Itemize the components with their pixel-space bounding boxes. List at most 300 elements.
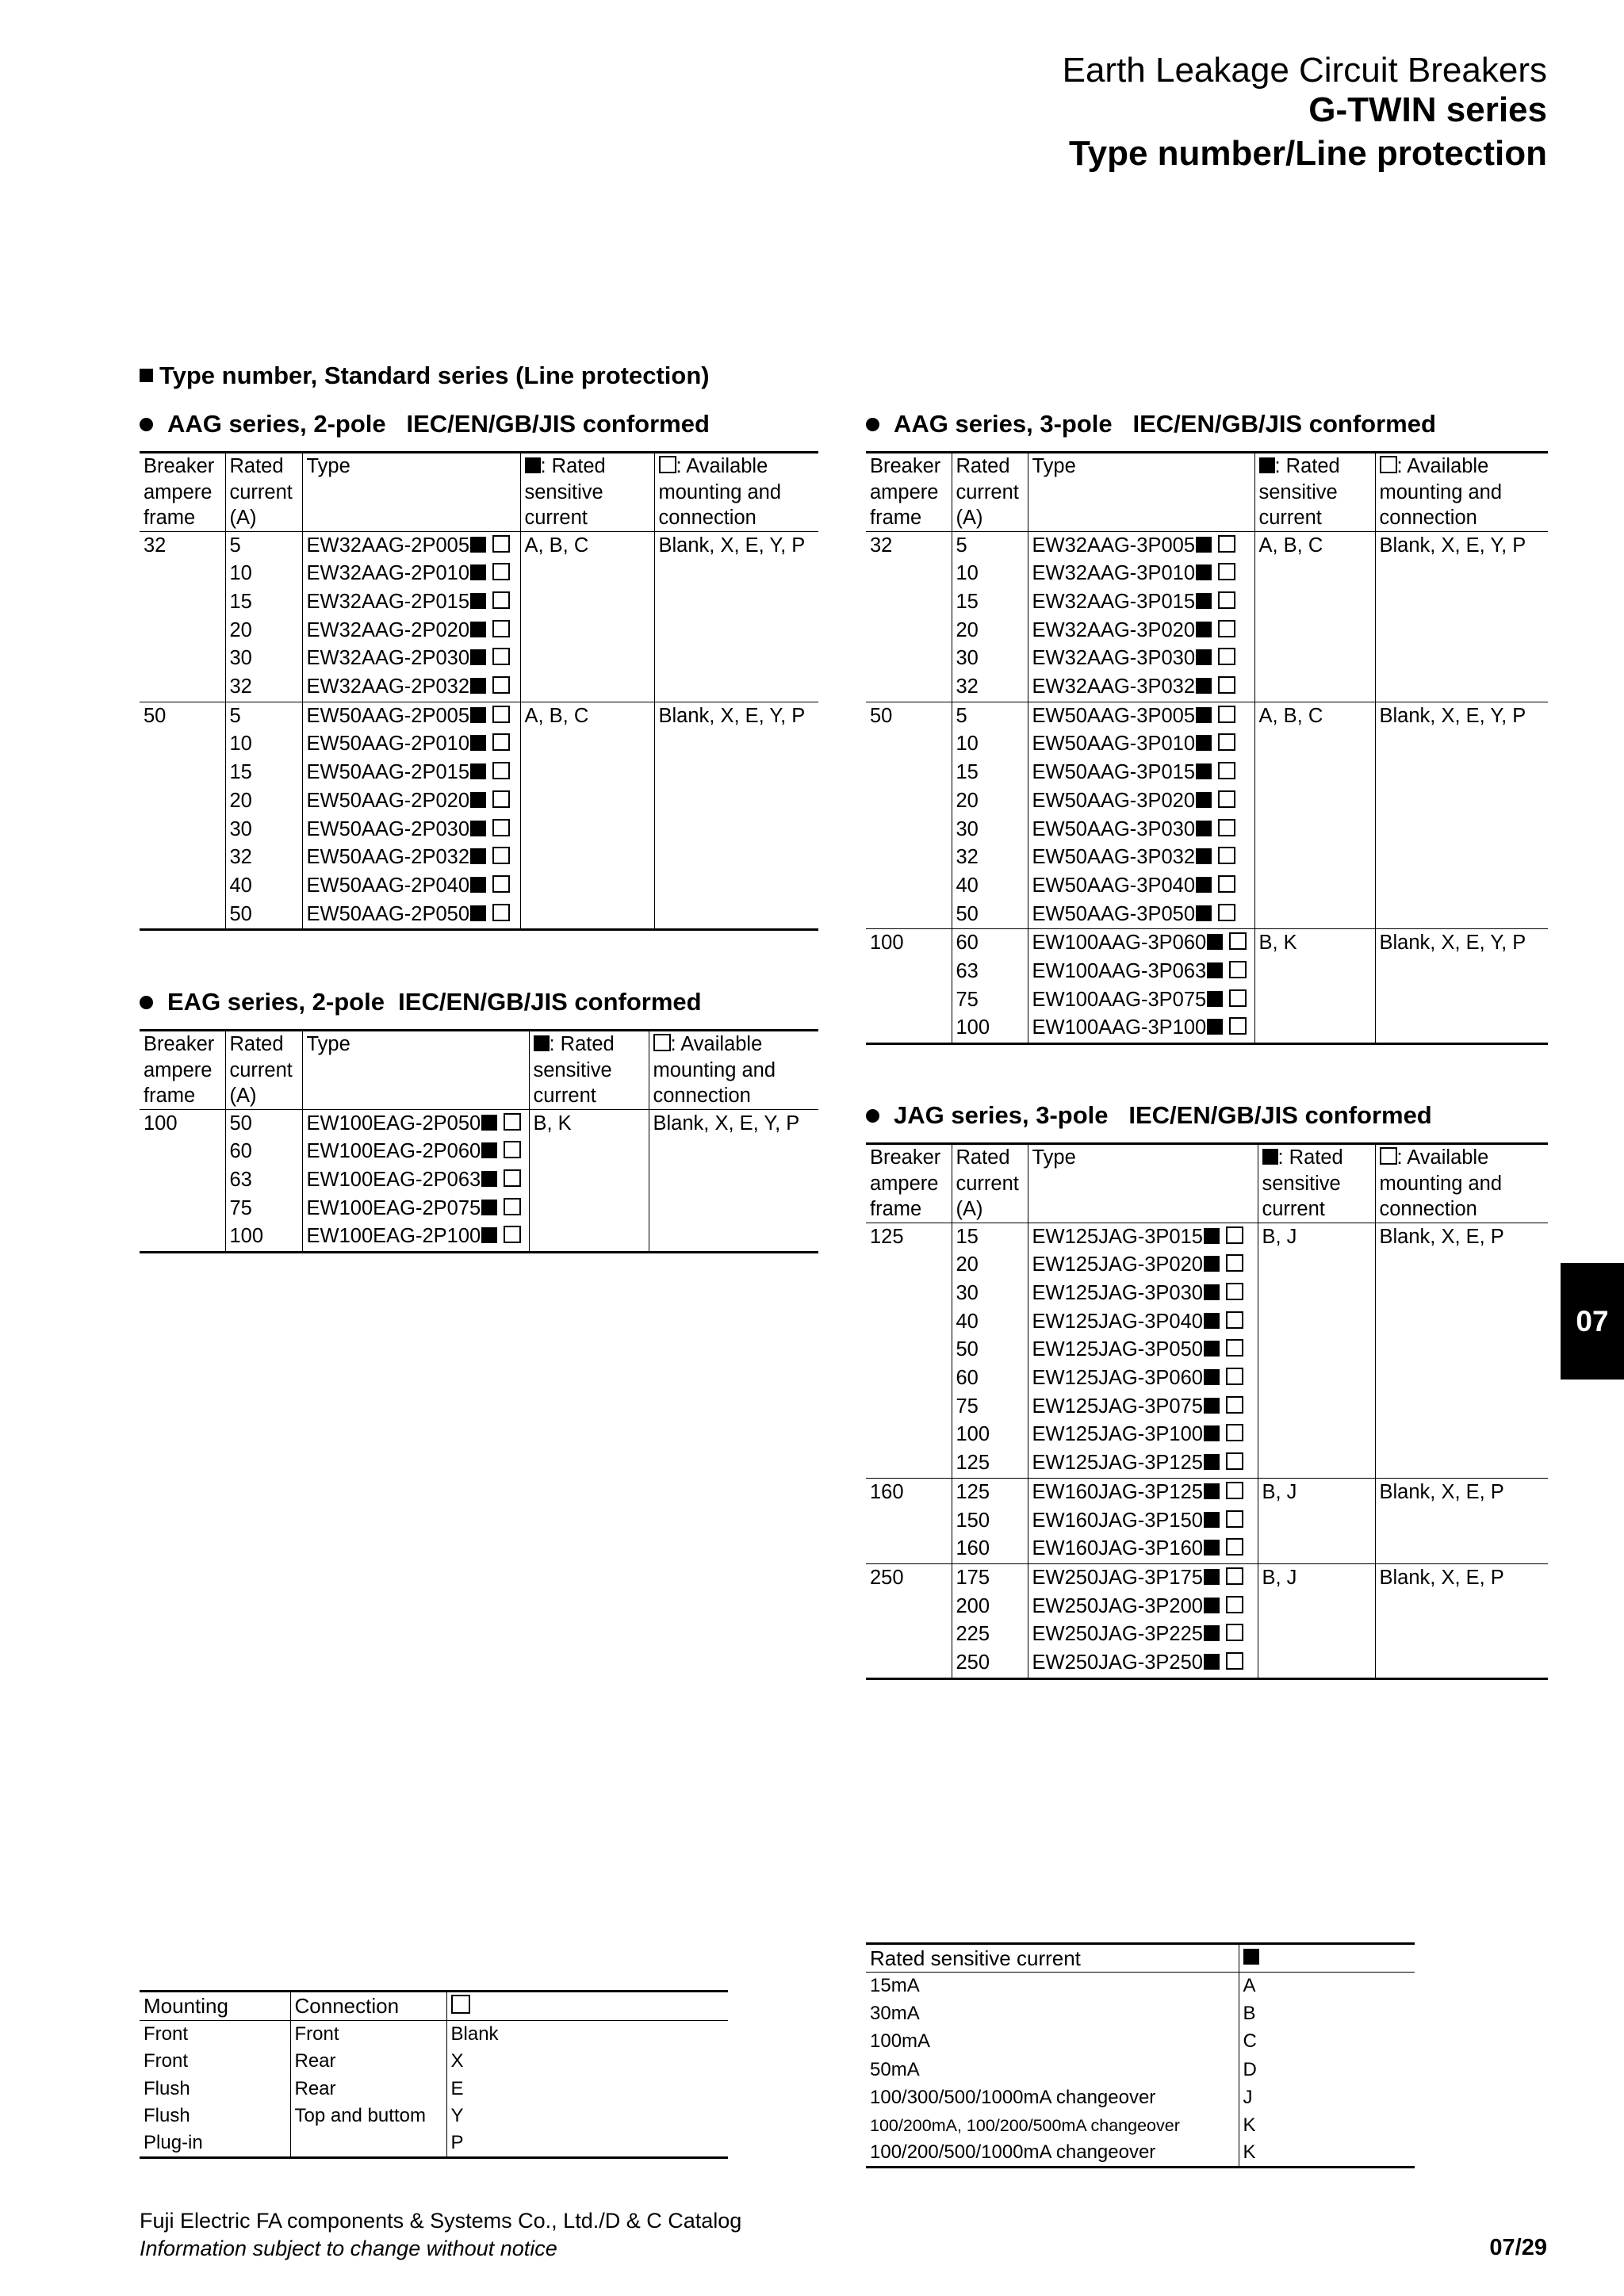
mounting-cell: Blank, X, E, Y, P: [1375, 929, 1548, 958]
table-row: [866, 2028, 1415, 2056]
mounting-header-text: : Available mounting and connection: [1379, 1146, 1503, 1220]
table-row: [866, 1280, 1548, 1308]
type-cell: [1028, 673, 1254, 702]
current-cell: 15: [952, 759, 1028, 787]
frame-header: Breaker ampere frame: [140, 453, 225, 532]
mounting-cell: [1375, 617, 1548, 645]
type-number: EW100EAG-2P075: [306, 1196, 481, 1219]
table-row: [866, 2000, 1415, 2028]
type-number: EW160JAG-3P150: [1032, 1509, 1203, 1532]
current-cell: 160: [952, 1535, 1028, 1563]
open-square-icon: [1218, 676, 1235, 694]
mounting-cell: Flush: [144, 2077, 190, 2099]
filled-square-icon: [1204, 1313, 1220, 1329]
mounting-cell: Blank, X, E, Y, P: [1375, 531, 1548, 560]
table-row: [866, 1563, 1548, 1592]
footer-company: Fuji Electric FA components & Systems Co., Ltd./D & C Catalog: [140, 2209, 742, 2233]
filled-square-icon: [1196, 678, 1212, 694]
sensitive-cell: [520, 787, 654, 816]
open-square-icon: [1226, 1396, 1243, 1414]
current-cell: 10: [952, 730, 1028, 759]
table-row: [140, 1166, 818, 1195]
type-number: EW160JAG-3P125: [1032, 1480, 1203, 1503]
open-square-icon: [1226, 1452, 1243, 1470]
header-series: G-TWIN series: [1308, 90, 1547, 129]
frame-cell: [866, 872, 952, 901]
sensitive-cell: [1254, 901, 1375, 929]
table-row: [140, 560, 818, 588]
current-cell: 250: [952, 1649, 1028, 1678]
mounting-cell: [654, 787, 818, 816]
mounting-cell: [654, 872, 818, 901]
table-row: [140, 901, 818, 930]
type-cell: [302, 1166, 529, 1195]
sensitive-code-cell: K: [1239, 2140, 1415, 2168]
type-suffix-marks: [1196, 702, 1235, 731]
current-cell: 32: [952, 844, 1028, 872]
type-number: EW50AAG-2P032: [306, 846, 470, 869]
type-suffix-marks: [1204, 1479, 1243, 1507]
sensitive-code-cell: B: [1239, 2000, 1415, 2028]
type-suffix-marks: [481, 1166, 521, 1195]
type-cell: [1028, 1280, 1258, 1308]
type-suffix-marks: [1196, 645, 1235, 673]
type-cell: [1028, 1535, 1258, 1563]
type-number: EW100EAG-2P100: [306, 1225, 481, 1248]
sensitive-cell: [1254, 986, 1375, 1015]
frame-cell: 100: [144, 1112, 178, 1135]
table-row: [866, 702, 1548, 730]
mounting-cell: Plug-in: [140, 2130, 290, 2158]
sensitive-cell: [520, 588, 654, 617]
type-suffix-marks: [470, 787, 510, 816]
table-row: [866, 986, 1548, 1015]
eag2-title-text: EAG series, 2-pole IEC/EN/GB/JIS conformed: [167, 988, 702, 1016]
sensitive-cell: [529, 1223, 649, 1252]
type-cell: [1028, 844, 1254, 872]
mounting-cell: [1375, 816, 1548, 844]
type-number: EW32AAG-2P015: [306, 590, 470, 613]
current-cell: 20: [952, 787, 1028, 816]
type-cell: [1028, 958, 1254, 986]
filled-square-icon: [1204, 1512, 1220, 1528]
frame-cell: 250: [866, 1563, 952, 1592]
open-square-icon: [1218, 648, 1235, 665]
type-cell: [1028, 816, 1254, 844]
table-row: [140, 1138, 818, 1166]
current-cell: 63: [952, 958, 1028, 986]
table-row: [140, 787, 818, 816]
type-cell: [302, 844, 520, 872]
filled-square-icon: [481, 1142, 497, 1158]
type-cell: [1028, 1421, 1258, 1449]
table-row: [866, 531, 1548, 560]
filled-square-icon: [1262, 1149, 1278, 1165]
type-number: EW50AAG-3P020: [1032, 789, 1196, 812]
open-square-icon: [492, 733, 510, 751]
type-cell: [302, 730, 520, 759]
mounting-cell: [654, 901, 818, 930]
open-square-icon: [492, 847, 510, 864]
open-square-icon: [1218, 875, 1235, 893]
table-row: [866, 958, 1548, 986]
code-cell: X: [446, 2048, 728, 2076]
filled-square-icon: [470, 593, 486, 609]
filled-square-icon: [1204, 1341, 1220, 1357]
sensitive-header: [529, 1031, 649, 1110]
frame-cell: [866, 816, 952, 844]
sensitive-code-cell: K: [1239, 2111, 1415, 2139]
mounting-cell: [1375, 901, 1548, 929]
filled-square-icon: [1196, 877, 1212, 893]
open-square-icon: [504, 1198, 521, 1215]
filled-square-icon: [481, 1200, 497, 1215]
current-cell: 60: [952, 1364, 1028, 1393]
frame-cell: [866, 901, 952, 929]
mounting-cell: Front: [144, 2023, 189, 2045]
sensitive-header-text: : Rated sensitive current: [1258, 455, 1340, 529]
open-square-icon: [1226, 1311, 1243, 1329]
open-square-icon: [1226, 1368, 1243, 1385]
table-row: [866, 2084, 1415, 2111]
current-cell: 32: [225, 673, 302, 702]
table-row: [140, 1195, 818, 1223]
filled-square-icon: [1196, 649, 1212, 665]
table-row: [866, 1336, 1548, 1364]
open-square-icon: [492, 620, 510, 637]
open-square-icon: [1226, 1339, 1243, 1357]
sensitive-cell: [1254, 1014, 1375, 1043]
mounting-cell: Blank, X, E, P: [1375, 1563, 1548, 1592]
sensitive-code-cell: J: [1239, 2084, 1415, 2111]
current-cell: 50: [952, 1336, 1028, 1364]
bullet-dot-icon: [140, 996, 153, 1009]
mounting-header-text: : Available mounting and connection: [653, 1033, 776, 1107]
mounting-cell: [1375, 1649, 1548, 1678]
open-square-icon: [492, 591, 510, 609]
mounting-header-text: : Available mounting and connection: [1379, 455, 1503, 529]
mounting-cell: Blank, X, E, Y, P: [654, 531, 818, 560]
current-cell: 75: [952, 1393, 1028, 1422]
frame-cell: [866, 958, 952, 986]
sensitive-cell: [520, 872, 654, 901]
table-row: [140, 1223, 818, 1252]
table-row: [866, 1014, 1548, 1043]
open-square-icon: [1229, 1017, 1247, 1035]
table-row: [866, 1973, 1415, 2000]
frame-cell: [140, 1138, 225, 1166]
type-suffix-marks: [1204, 1393, 1243, 1422]
sensitive-cell: [529, 1195, 649, 1223]
code-cell: Blank: [446, 2021, 728, 2049]
type-number: EW32AAG-3P010: [1032, 562, 1196, 585]
filled-square-icon: [470, 792, 486, 808]
mounting-header: [1375, 453, 1548, 532]
sensitive-cell: [1258, 1393, 1375, 1422]
current-header: Rated current (A): [952, 453, 1028, 532]
jag3-type-table: [866, 1142, 1548, 1680]
frame-header: Breaker ampere frame: [866, 453, 952, 532]
type-number: EW50AAG-3P032: [1032, 846, 1196, 869]
sensitive-cell: B, J: [1258, 1563, 1375, 1592]
current-cell: 60: [952, 929, 1028, 958]
type-number: EW50AAG-3P050: [1032, 902, 1196, 925]
sensitive-cell: [520, 730, 654, 759]
mounting-cell: [654, 759, 818, 787]
mounting-cell: [649, 1223, 818, 1252]
sensitive-cell: [1258, 1364, 1375, 1393]
current-cell: 15: [225, 759, 302, 787]
type-cell: [1028, 1336, 1258, 1364]
current-cell: 20: [225, 617, 302, 645]
filled-square-icon: [1204, 1483, 1220, 1499]
header-category: Earth Leakage Circuit Breakers: [1062, 51, 1547, 90]
frame-cell: [866, 1649, 952, 1678]
frame-cell: [140, 560, 225, 588]
sensitive-cell: [520, 673, 654, 702]
mounting-cell: Blank, X, E, Y, P: [649, 1109, 818, 1138]
current-cell: 75: [225, 1195, 302, 1223]
mounting-cell: [1375, 844, 1548, 872]
frame-cell: [866, 1449, 952, 1478]
open-square-icon: [504, 1169, 521, 1187]
sensitive-cell: A, B, C: [520, 531, 654, 560]
type-number: EW50AAG-2P010: [306, 733, 470, 756]
open-square-icon: [1226, 1482, 1243, 1499]
eag2-type-table: [140, 1029, 818, 1253]
frame-cell: [866, 1535, 952, 1563]
mounting-cell: Blank, X, E, P: [1375, 1223, 1548, 1251]
table-row: [140, 531, 818, 560]
sensitive-header: [520, 453, 654, 532]
open-square-icon: [1226, 1596, 1243, 1613]
type-suffix-marks: [481, 1195, 521, 1223]
aag2-title-text: AAG series, 2-pole IEC/EN/GB/JIS conformed: [167, 410, 710, 438]
frame-cell: 160: [866, 1478, 952, 1506]
mounting-cell: [1375, 872, 1548, 901]
mounting-cell: [1375, 1014, 1548, 1043]
current-cell: 32: [952, 673, 1028, 702]
frame-cell: [866, 1507, 952, 1536]
frame-cell: 32: [144, 534, 167, 557]
mounting-cell: [1375, 1535, 1548, 1563]
sensitive-cell: [520, 844, 654, 872]
type-suffix-marks: [470, 844, 510, 872]
type-number: EW50AAG-3P015: [1032, 761, 1196, 784]
type-number: EW32AAG-3P020: [1032, 618, 1196, 641]
open-square-icon: [1229, 961, 1247, 978]
jag3-title: [866, 1101, 1432, 1130]
table-row: [140, 759, 818, 787]
current-cell: 15: [225, 588, 302, 617]
sensitive-cell: [1254, 958, 1375, 986]
type-cell: [1028, 986, 1254, 1015]
type-suffix-marks: [1196, 872, 1235, 901]
type-header: Type: [1028, 453, 1254, 532]
open-square-icon: [492, 563, 510, 580]
open-square-icon: [1226, 1538, 1243, 1556]
filled-square-icon: [470, 537, 486, 553]
current-cell: 100: [952, 1014, 1028, 1043]
mounting-cell: [649, 1138, 818, 1166]
sensitive-cell: B, J: [1258, 1478, 1375, 1506]
frame-cell: [140, 673, 225, 702]
current-cell: 5: [225, 531, 302, 560]
section-title: [140, 362, 710, 390]
filled-square-icon: [470, 735, 486, 751]
type-suffix-marks: [481, 1110, 521, 1138]
table-row: [140, 645, 818, 673]
type-suffix-marks: [1196, 588, 1235, 617]
filled-square-icon: [1204, 1369, 1220, 1385]
bullet-dot-icon: [140, 418, 153, 431]
type-suffix-marks: [470, 759, 510, 787]
connection-cell: [290, 2130, 446, 2158]
mounting-cell: [1375, 588, 1548, 617]
filled-square-icon: [1204, 1454, 1220, 1470]
type-number: EW32AAG-2P005: [306, 534, 470, 557]
mounting-cell: [1375, 1621, 1548, 1649]
table-row: [140, 617, 818, 645]
type-cell: [1028, 588, 1254, 617]
type-number: EW250JAG-3P175: [1032, 1566, 1203, 1589]
sensitive-current-cell: 50mA: [870, 2058, 920, 2080]
sensitive-cell: [1258, 1336, 1375, 1364]
table-row: [140, 2103, 728, 2130]
frame-cell: [866, 645, 952, 673]
eag2-title: [140, 988, 702, 1016]
type-number: EW100AAG-3P060: [1032, 932, 1207, 955]
table-row: [866, 872, 1548, 901]
type-cell: [1028, 1364, 1258, 1393]
open-square-icon: [451, 1995, 470, 2014]
type-suffix-marks: [481, 1138, 521, 1166]
open-square-icon: [1218, 733, 1235, 751]
type-cell: [1028, 872, 1254, 901]
open-square-icon: [1226, 1624, 1243, 1641]
type-cell: [1028, 1649, 1258, 1678]
type-suffix-marks: [1207, 958, 1247, 986]
table-row: [866, 1308, 1548, 1337]
connection-header: Connection: [290, 1992, 446, 2021]
table-row: [866, 1507, 1548, 1536]
table-row: [866, 617, 1548, 645]
sensitive-header: [1258, 1144, 1375, 1223]
table-row: [140, 816, 818, 844]
type-suffix-marks: [470, 816, 510, 844]
frame-cell: 50: [866, 702, 952, 730]
type-cell: [302, 673, 520, 702]
table-row: [866, 1251, 1548, 1280]
frame-cell: [866, 1336, 952, 1364]
mounting-cell: [1375, 730, 1548, 759]
table-row: [866, 645, 1548, 673]
type-cell: [1028, 929, 1254, 958]
type-cell: [302, 901, 520, 930]
open-square-icon: [1226, 1424, 1243, 1441]
open-square-icon: [1218, 620, 1235, 637]
filled-square-icon: [1204, 1598, 1220, 1613]
header-title: [1063, 50, 1547, 174]
current-cell: 50: [225, 1109, 302, 1138]
mounting-cell: [1375, 1393, 1548, 1422]
frame-cell: [140, 844, 225, 872]
type-cell: [302, 645, 520, 673]
filled-square-icon: [470, 877, 486, 893]
current-cell: 30: [952, 1280, 1028, 1308]
type-number: EW125JAG-3P030: [1032, 1281, 1203, 1304]
mounting-cell: [1375, 759, 1548, 787]
table-row: [866, 1449, 1548, 1478]
open-square-icon: [492, 819, 510, 836]
table-row: [866, 1535, 1548, 1563]
table-row: [866, 901, 1548, 929]
chapter-tab: 07: [1561, 1263, 1624, 1380]
frame-cell: [140, 617, 225, 645]
type-number: EW100AAG-3P100: [1032, 1016, 1207, 1039]
open-square-icon: [1229, 989, 1247, 1007]
frame-cell: [140, 588, 225, 617]
type-cell: [1028, 787, 1254, 816]
filled-square-icon: [1196, 622, 1212, 637]
table-row: [866, 2140, 1415, 2168]
sensitive-code-cell: D: [1239, 2056, 1415, 2084]
type-cell: [1028, 1223, 1258, 1251]
filled-square-icon: [534, 1035, 550, 1051]
connection-cell: Rear: [290, 2048, 446, 2076]
type-number: EW50AAG-3P010: [1032, 733, 1196, 756]
mounting-cell: [1375, 1251, 1548, 1280]
filled-square-icon: [470, 707, 486, 723]
frame-cell: [866, 1280, 952, 1308]
type-number: EW125JAG-3P020: [1032, 1253, 1203, 1276]
frame-cell: [866, 730, 952, 759]
mounting-cell: Blank, X, E, Y, P: [1375, 702, 1548, 730]
frame-cell: [140, 730, 225, 759]
frame-cell: 125: [870, 1225, 904, 1248]
type-number: EW50AAG-2P005: [306, 704, 470, 727]
mounting-cell: [649, 1195, 818, 1223]
frame-cell: [866, 1621, 952, 1649]
type-number: EW100EAG-2P050: [306, 1112, 481, 1135]
mounting-cell: [654, 645, 818, 673]
open-square-icon: [1218, 591, 1235, 609]
type-number: EW32AAG-2P032: [306, 675, 470, 698]
open-square-icon: [492, 535, 510, 553]
type-suffix-marks: [1196, 787, 1235, 816]
frame-cell: [866, 844, 952, 872]
open-square-icon: [653, 1034, 671, 1051]
frame-cell: [866, 1364, 952, 1393]
open-square-icon: [1380, 1147, 1397, 1165]
current-cell: 20: [952, 617, 1028, 645]
sensitive-cell: [1258, 1535, 1375, 1563]
mounting-cell: [1375, 1308, 1548, 1337]
sensitive-header-text: : Rated sensitive current: [1262, 1146, 1343, 1220]
type-cell: [1028, 1308, 1258, 1337]
filled-square-icon: [470, 763, 486, 779]
type-suffix-marks: [1196, 759, 1235, 787]
section-title-text: Type number, Standard series (Line protection): [159, 362, 710, 389]
code-cell: Y: [446, 2103, 728, 2130]
type-suffix-marks: [1196, 560, 1235, 588]
current-cell: 50: [225, 901, 302, 930]
table-row: [140, 2130, 728, 2158]
type-suffix-marks: [470, 617, 510, 645]
type-cell: [1028, 617, 1254, 645]
frame-cell: [140, 759, 225, 787]
open-square-icon: [1226, 1254, 1243, 1272]
